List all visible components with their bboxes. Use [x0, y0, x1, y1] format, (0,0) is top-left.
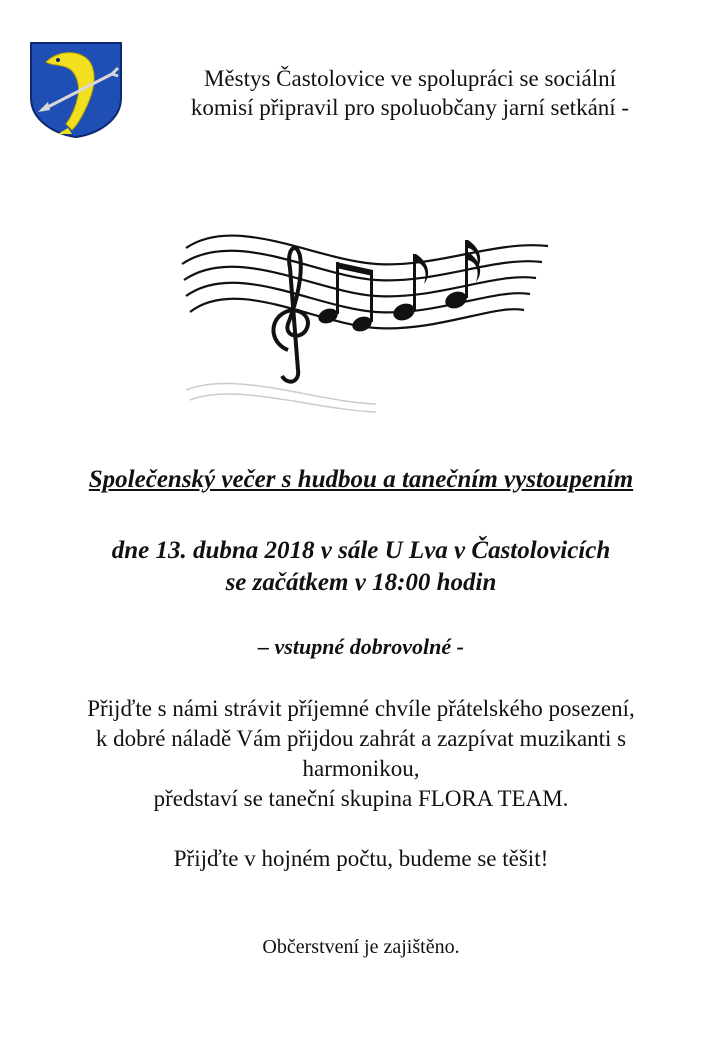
intro-line-2: komisí připravil pro spoluobčany jarní setkání -	[190, 95, 630, 120]
coat-of-arms-icon	[28, 40, 124, 138]
event-date	[0, 535, 722, 599]
invitation-line-1: Přijďte s námi strávit příjemné chvíle přátelského posezení,	[87, 696, 635, 721]
music-notes-illustration	[176, 220, 556, 430]
invitation-line-4: představí se taneční skupina FLORA TEAM.	[153, 786, 569, 811]
event-date-line-1: dne 13. dubna 2018 v sále U Lva v Častolovicích	[111, 537, 611, 564]
invitation-line-2: k dobré náladě Vám přijdou zahrát a zazpívat muzikanti s	[95, 726, 627, 751]
intro-text	[140, 64, 680, 122]
event-date-line-2: se začátkem v 18:00 hodin	[225, 569, 497, 596]
come-text: Přijďte v hojném počtu, budeme se těšit!	[173, 846, 549, 871]
refreshments-text: Občerstvení je zajištěno.	[262, 936, 460, 958]
intro-line-1: Městys Častolovice ve spolupráci se sociální	[203, 66, 616, 91]
invitation-line-3: harmonikou,	[302, 756, 420, 781]
entry-fee: – vstupné dobrovolné -	[258, 634, 464, 659]
invitation-text	[0, 694, 722, 814]
event-title: Společenský večer s hudbou a tanečním vystoupením	[88, 466, 634, 493]
